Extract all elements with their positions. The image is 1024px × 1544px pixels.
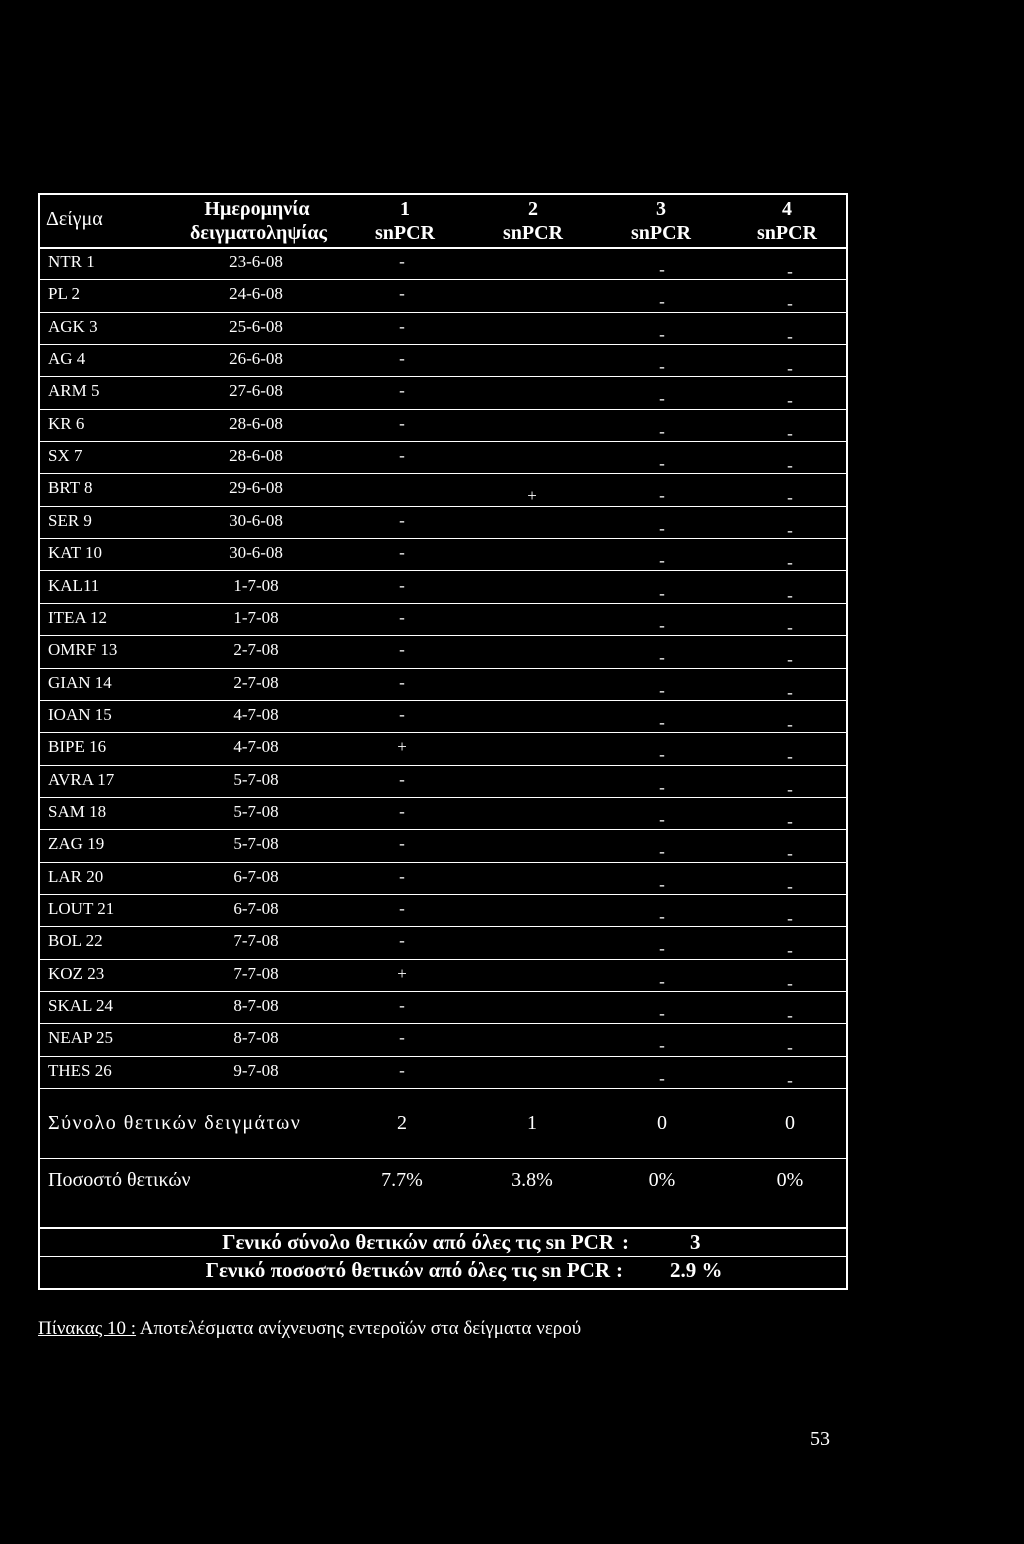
snpcr4-cell: - xyxy=(787,488,793,508)
snpcr4-cell: - xyxy=(787,553,793,573)
sample-cell: SAM 18 xyxy=(48,801,107,821)
snpcr3-cell: - xyxy=(659,680,665,700)
snpcr4-cell: - xyxy=(787,941,793,961)
sample-cell: LOUT 21 xyxy=(48,899,115,918)
snpcr1-cell: - xyxy=(399,866,405,886)
snpcr1-cell: - xyxy=(399,769,405,789)
date-cell: 4-7-08 xyxy=(233,704,279,724)
table-row xyxy=(40,701,846,733)
snpcr3-cell: - xyxy=(659,1036,665,1056)
header-col4-label: snPCR xyxy=(756,222,817,244)
sample-cell: SKAL 24 xyxy=(48,996,114,1016)
date-cell: 5-7-08 xyxy=(233,801,279,821)
snpcr3-cell: - xyxy=(659,615,665,635)
header-col1-label: snPCR xyxy=(374,222,435,244)
sample-cell: KAL11 xyxy=(48,575,100,595)
snpcr4-cell: - xyxy=(787,359,793,379)
sample-cell: KOZ 23 xyxy=(48,963,105,983)
caption-label: Πίνακας 10 : xyxy=(38,1318,137,1339)
grand-total-row xyxy=(40,1227,846,1257)
snpcr4-cell: - xyxy=(787,876,793,896)
snpcr1-cell: - xyxy=(399,834,405,854)
date-cell: 1-7-08 xyxy=(233,575,279,595)
header-date-line2: δειγματοληψίας xyxy=(190,222,327,244)
table-row xyxy=(40,410,846,442)
sample-cell: BRT 8 xyxy=(48,478,93,498)
sample-cell: LAR 20 xyxy=(48,866,104,886)
sample-cell: AVRA 17 xyxy=(48,769,115,789)
snpcr3-cell: - xyxy=(659,939,665,959)
snpcr4-cell: - xyxy=(787,262,793,281)
date-cell: 29-6-08 xyxy=(229,478,283,498)
date-cell: 24-6-08 xyxy=(229,284,283,304)
table-row xyxy=(40,572,846,604)
percent-positive-col1: 7.7% xyxy=(381,1169,423,1191)
snpcr4-cell: - xyxy=(787,294,793,314)
table-row xyxy=(40,636,846,668)
snpcr3-cell: - xyxy=(659,809,665,829)
snpcr1-cell: - xyxy=(399,899,405,918)
snpcr1-cell: - xyxy=(399,252,405,271)
snpcr1-cell: - xyxy=(399,672,405,692)
header-date-line1: Ημερομηνία xyxy=(204,198,310,220)
table-row xyxy=(40,992,846,1024)
date-cell: 28-6-08 xyxy=(229,446,283,466)
snpcr1-cell: - xyxy=(399,284,405,304)
snpcr1-cell: - xyxy=(399,413,405,433)
header-col4-num: 4 xyxy=(782,198,792,220)
grand-total-value: 3 xyxy=(690,1230,701,1254)
sample-cell: PL 2 xyxy=(48,284,80,304)
date-cell: 6-7-08 xyxy=(233,899,279,918)
table-row xyxy=(40,895,846,927)
snpcr3-cell: - xyxy=(659,583,665,603)
snpcr3-cell: - xyxy=(659,551,665,571)
date-cell: 30-6-08 xyxy=(229,510,283,530)
date-cell: 1-7-08 xyxy=(233,607,279,627)
snpcr1-cell: - xyxy=(399,1028,405,1048)
sample-cell: NTR 1 xyxy=(48,252,95,271)
sample-cell: IOAN 15 xyxy=(48,704,112,724)
percent-positive-col2: 3.8% xyxy=(511,1169,553,1191)
sample-cell: OMRF 13 xyxy=(48,640,118,660)
snpcr3-cell: - xyxy=(659,712,665,732)
snpcr4-cell: - xyxy=(787,520,793,540)
table-row xyxy=(40,927,846,959)
snpcr1-cell: - xyxy=(399,316,405,336)
grand-total-label: Γενικό σύνολο θετικών από όλες τις sn PCR xyxy=(222,1230,614,1254)
sample-cell: SER 9 xyxy=(48,510,92,530)
date-cell: 5-7-08 xyxy=(233,834,279,854)
snpcr4-cell: - xyxy=(787,423,793,443)
snpcr1-cell: + xyxy=(397,963,407,983)
percent-positive-label: Ποσοστό θετικών xyxy=(48,1169,191,1191)
snpcr4-cell: - xyxy=(787,617,793,637)
date-cell: 25-6-08 xyxy=(229,316,283,336)
sample-cell: NEAP 25 xyxy=(48,1028,114,1048)
sample-cell: ARM 5 xyxy=(48,381,100,401)
snpcr1-cell: - xyxy=(399,996,405,1016)
total-positive-col3: 0 xyxy=(657,1112,667,1134)
snpcr3-cell: - xyxy=(659,648,665,668)
date-cell: 23-6-08 xyxy=(229,252,283,271)
snpcr3-cell: - xyxy=(659,486,665,506)
table-row xyxy=(40,1057,846,1089)
snpcr4-cell: - xyxy=(787,909,793,928)
snpcr3-cell: - xyxy=(659,357,665,377)
sample-cell: BIPE 16 xyxy=(48,737,107,757)
sample-cell: ITEA 12 xyxy=(48,607,108,627)
date-cell: 5-7-08 xyxy=(233,769,279,789)
snpcr4-cell: - xyxy=(787,1038,793,1058)
total-positive-col4: 0 xyxy=(785,1112,795,1134)
snpcr1-cell: - xyxy=(399,640,405,660)
snpcr1-cell: - xyxy=(399,607,405,627)
snpcr3-cell: - xyxy=(659,260,665,279)
snpcr4-cell: - xyxy=(787,714,793,734)
date-cell: 8-7-08 xyxy=(233,1028,279,1048)
snpcr4-cell: - xyxy=(787,456,793,476)
table-row xyxy=(40,313,846,345)
snpcr1-cell: - xyxy=(399,381,405,401)
snpcr3-cell: - xyxy=(659,907,665,926)
snpcr3-cell: - xyxy=(659,421,665,441)
date-cell: 26-6-08 xyxy=(229,349,283,369)
snpcr4-cell: - xyxy=(787,585,793,605)
table-row xyxy=(40,766,846,798)
snpcr2-cell: + xyxy=(527,486,537,506)
snpcr3-cell: - xyxy=(659,842,665,862)
sample-cell: ZAG 19 xyxy=(48,834,105,854)
table-row xyxy=(40,604,846,636)
header-col1-num: 1 xyxy=(400,198,410,220)
percent-positive-row xyxy=(40,1159,846,1227)
snpcr1-cell: - xyxy=(399,575,405,595)
snpcr3-cell: - xyxy=(659,745,665,765)
snpcr4-cell: - xyxy=(787,844,793,864)
snpcr4-cell: - xyxy=(787,650,793,670)
snpcr1-cell: - xyxy=(399,510,405,530)
date-cell: 9-7-08 xyxy=(233,1060,279,1080)
sample-cell: THES 26 xyxy=(48,1060,112,1080)
header-col3-label: snPCR xyxy=(630,222,691,244)
table-row xyxy=(40,442,846,474)
snpcr1-cell: - xyxy=(399,1060,405,1080)
table-row xyxy=(40,733,846,765)
header-col2-label: snPCR xyxy=(502,222,563,244)
snpcr4-cell: - xyxy=(787,973,793,993)
sample-cell: BOL 22 xyxy=(48,931,103,951)
grand-percent-value: 2.9 % xyxy=(670,1258,723,1282)
snpcr4-cell: - xyxy=(787,747,793,767)
table-row xyxy=(40,960,846,992)
table-caption xyxy=(38,1318,581,1340)
sample-cell: KAT 10 xyxy=(48,543,102,563)
snpcr3-cell: - xyxy=(659,971,665,991)
snpcr1-cell: - xyxy=(399,349,405,369)
snpcr3-cell: - xyxy=(659,454,665,474)
table-row xyxy=(40,248,846,280)
snpcr4-cell: - xyxy=(787,811,793,831)
total-positive-label: Σύνολο θετικών δειγμάτων xyxy=(48,1112,302,1134)
snpcr1-cell: - xyxy=(399,931,405,951)
date-cell: 6-7-08 xyxy=(233,866,279,886)
snpcr3-cell: - xyxy=(659,1004,665,1024)
snpcr3-cell: - xyxy=(659,292,665,312)
snpcr4-cell: - xyxy=(787,1006,793,1026)
date-cell: 28-6-08 xyxy=(229,413,283,433)
date-cell: 2-7-08 xyxy=(233,640,279,660)
snpcr4-cell: - xyxy=(787,1070,793,1090)
snpcr4-cell: - xyxy=(787,779,793,799)
header-col2-num: 2 xyxy=(528,198,538,220)
snpcr3-cell: - xyxy=(659,874,665,894)
date-cell: 4-7-08 xyxy=(233,737,279,757)
table-row xyxy=(40,830,846,862)
sample-cell: AGK 3 xyxy=(48,316,98,336)
grand-percent-label: Γενικό ποσοστό θετικών από όλες τις sn PCR xyxy=(205,1258,610,1282)
snpcr1-cell: - xyxy=(399,543,405,563)
table-row xyxy=(40,798,846,830)
grand-total-colon: : xyxy=(622,1230,629,1254)
snpcr3-cell: - xyxy=(659,389,665,409)
header-col3-num: 3 xyxy=(656,198,666,220)
date-cell: 30-6-08 xyxy=(229,543,283,563)
date-cell: 7-7-08 xyxy=(233,931,279,951)
sample-cell: KR 6 xyxy=(48,413,85,433)
percent-positive-col3: 0% xyxy=(648,1169,676,1191)
snpcr3-cell: - xyxy=(659,518,665,538)
snpcr1-cell: - xyxy=(399,446,405,466)
snpcr4-cell: - xyxy=(787,391,793,411)
total-positive-row xyxy=(40,1109,846,1159)
snpcr4-cell: - xyxy=(787,682,793,702)
snpcr4-cell: - xyxy=(787,326,793,346)
date-cell: 2-7-08 xyxy=(233,672,279,692)
snpcr1-cell: + xyxy=(397,737,407,757)
table-row xyxy=(40,669,846,701)
snpcr3-cell: - xyxy=(659,1068,665,1088)
grand-percent-colon: : xyxy=(616,1258,623,1282)
table-row xyxy=(40,377,846,409)
snpcr3-cell: - xyxy=(659,324,665,344)
table-row xyxy=(40,507,846,539)
table-row xyxy=(40,280,846,312)
snpcr3-cell: - xyxy=(659,777,665,797)
snpcr1-cell: - xyxy=(399,801,405,821)
sample-cell: SX 7 xyxy=(48,446,83,466)
date-cell: 7-7-08 xyxy=(233,963,279,983)
grand-percent-row xyxy=(40,1257,846,1288)
total-positive-col2: 1 xyxy=(527,1112,537,1134)
date-cell: 27-6-08 xyxy=(229,381,283,401)
date-cell: 8-7-08 xyxy=(233,996,279,1016)
snpcr1-cell: - xyxy=(399,704,405,724)
table-row xyxy=(40,1024,846,1056)
sample-cell: GIAN 14 xyxy=(48,672,112,692)
sample-cell: AG 4 xyxy=(48,349,86,369)
table-row xyxy=(40,539,846,571)
table-row xyxy=(40,345,846,377)
percent-positive-col4: 0% xyxy=(776,1169,804,1191)
table-row xyxy=(40,474,846,506)
total-positive-col1: 2 xyxy=(397,1112,407,1134)
header-sample: Δείγμα xyxy=(46,208,103,230)
table-row xyxy=(40,863,846,895)
page-number: 53 xyxy=(810,1428,830,1450)
caption-text: Αποτελέσματα ανίχνευσης εντεροϊών στα δείγματα νερού xyxy=(139,1318,582,1339)
results-table xyxy=(38,193,848,1290)
